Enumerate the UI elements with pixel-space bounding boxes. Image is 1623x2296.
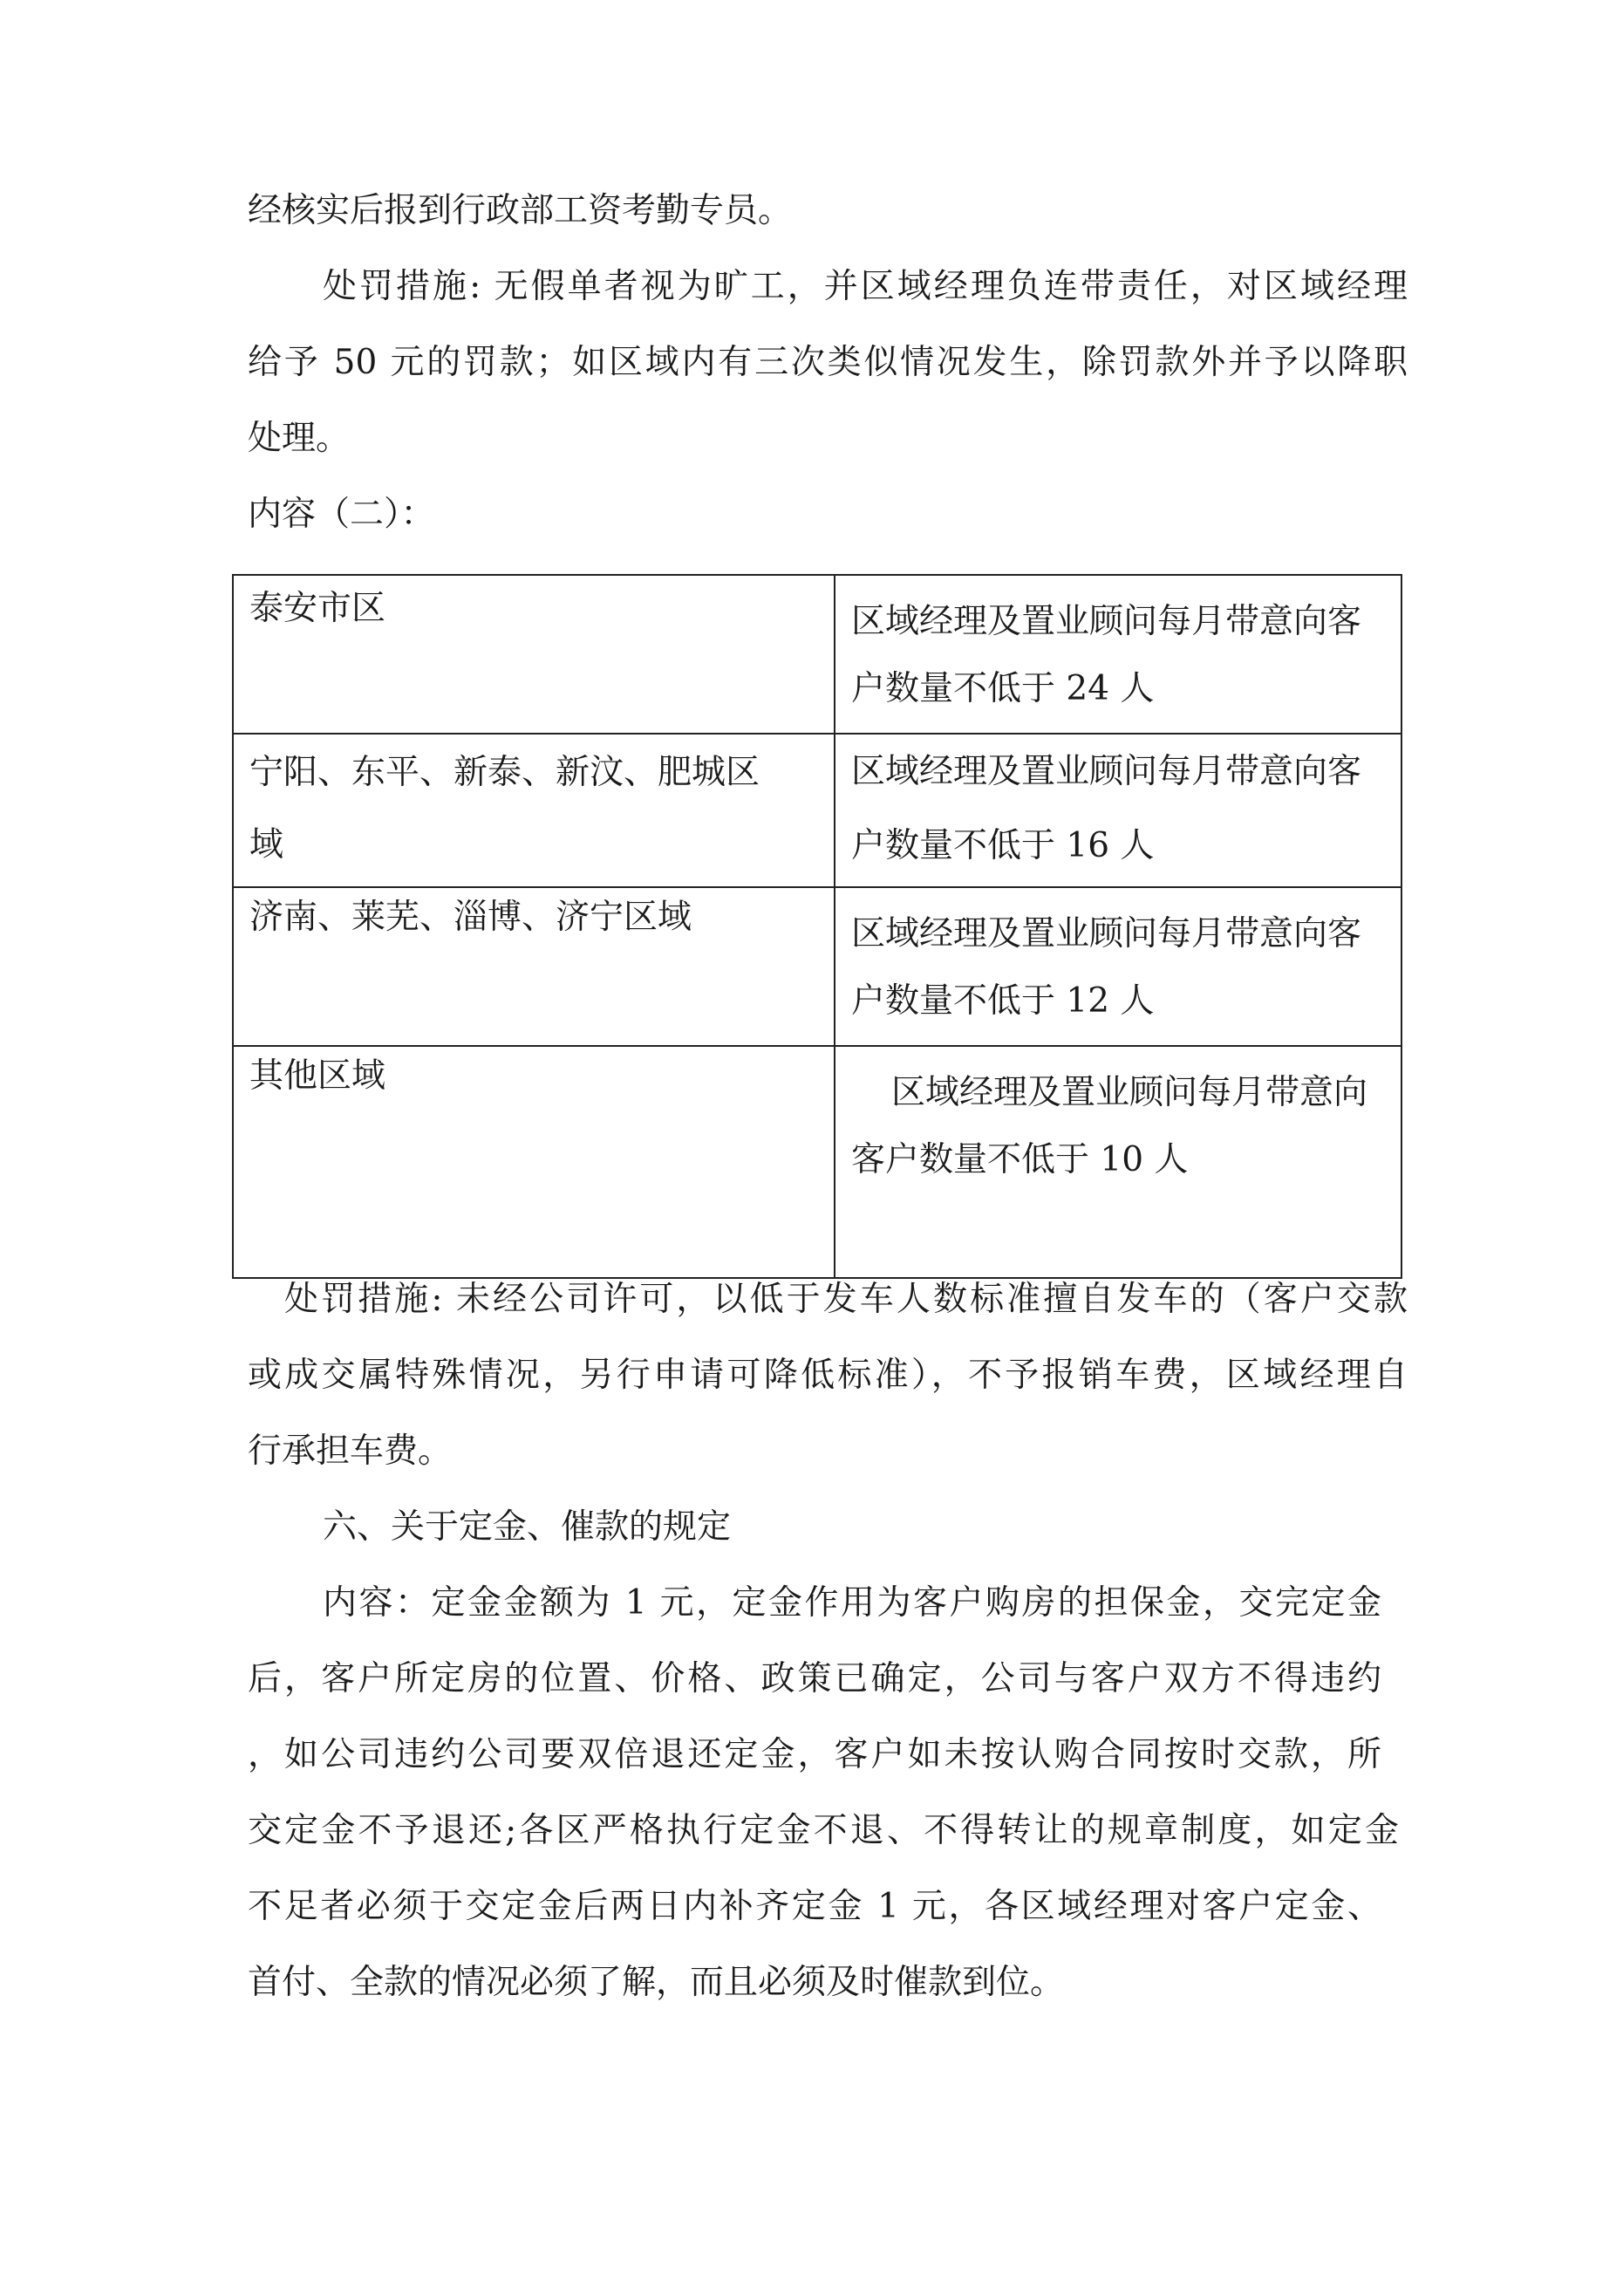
region-name: 宁阳、东平、新泰、新汶、肥城区 [249,753,760,792]
section-six-line-4: 交定金不予退还;各区严格执行定金不退、不得转让的规章制度，如定金 [248,1811,1399,1850]
region-cell [233,1046,835,1278]
penalty-2-line-1: 处罚措施: 未经公司许可，以低于发车人数标准擅自发车的（客户交款 [284,1280,1408,1319]
penalty-1-line-1: 处罚措施: 无假单者视为旷工，并区域经理负连带责任，对区域经理 [323,267,1408,306]
region-name: 域 [249,825,284,864]
section-six-line-5: 不足者必须于交定金后两日内补齐定金 1 元，各区域经理对客户定金、 [248,1887,1381,1926]
region-name: 泰安市区 [249,589,386,628]
section-six-line-2: 后，客户所定房的位置、价格、政策已确定，公司与客户双方不得违约 [248,1659,1381,1698]
paragraph-top-line: 经核实后报到行政部工资考勤专员。 [248,191,793,230]
requirement-text-line: 户数量不低于 12 人 [851,981,1155,1021]
requirement-text-line: 户数量不低于 16 人 [851,826,1155,865]
requirement-text-line: 客户数量不低于 10 人 [851,1140,1189,1179]
region-requirements-table [232,574,1402,1279]
table-row [233,734,1401,887]
requirement-text-line: 区域经理及置业顾问每月带意向客 [851,602,1362,641]
requirement-cell [835,887,1401,1046]
requirement-text-line: 区域经理及置业顾问每月带意向客 [851,914,1362,953]
table-row [233,575,1401,734]
section-six-line-3: ，如公司违约公司要双倍退还定金，客户如未按认购合同按时交款，所 [248,1735,1381,1774]
section-six-line-6: 首付、全款的情况必须了解，而且必须及时催款到位。 [248,1963,1065,2002]
section-six-line-1: 内容：定金金额为 1 元，定金作用为客户购房的担保金，交完定金 [323,1583,1381,1623]
region-cell [233,887,835,1046]
table-row [233,1046,1401,1278]
region-name: 济南、莱芜、淄博、济宁区域 [249,898,692,937]
requirement-text-line: 区域经理及置业顾问每月带意向 [891,1073,1368,1112]
region-cell [233,734,835,887]
penalty-2-line-2: 或成交属特殊情况，另行申请可降低标准），不予报销车费，区域经理自 [248,1356,1408,1395]
region-cell [233,575,835,734]
content-two-heading: 内容（二）： [248,495,435,534]
penalty-2-line-3: 行承担车费。 [248,1432,453,1471]
requirement-cell [835,1046,1401,1278]
requirement-text-line: 区域经理及置业顾问每月带意向客 [851,752,1362,791]
section-six-heading: 六、关于定金、催款的规定 [323,1507,732,1547]
requirement-cell [835,575,1401,734]
requirement-text-line: 户数量不低于 24 人 [851,669,1155,708]
table-row [233,887,1401,1046]
requirement-cell [835,734,1401,887]
region-name: 其他区域 [249,1056,386,1096]
penalty-1-line-2: 给予 50 元的罚款；如区域内有三次类似情况发生，除罚款外并予以降职 [248,343,1408,382]
penalty-1-line-3: 处理。 [248,419,351,458]
